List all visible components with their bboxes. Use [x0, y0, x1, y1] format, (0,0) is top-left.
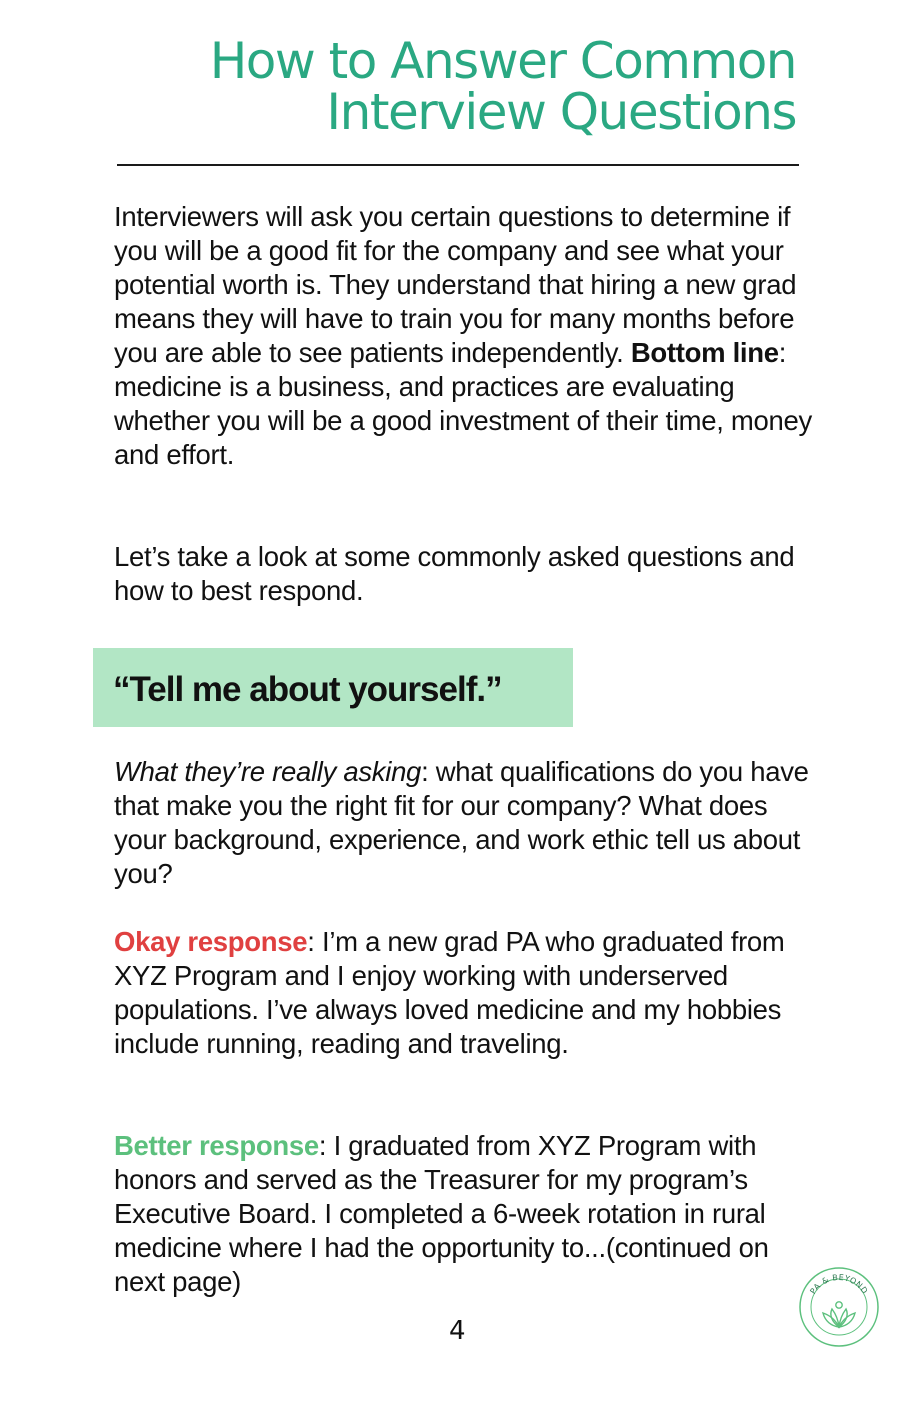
okay-response-label: Okay response — [114, 926, 308, 957]
really-asking-paragraph — [114, 755, 814, 891]
pa-and-beyond-logo-icon — [798, 1266, 880, 1348]
really-asking-label: What they’re really asking — [114, 756, 422, 787]
lead-in-paragraph: Let’s take a look at some commonly asked questions and how to best respond. — [114, 541, 795, 606]
okay-response-text: : I’m a new grad PA who graduated from XYZ Program and I enjoy working with underserved populations. I’ve always loved medicine and my hobbies include running, reading and traveling. — [114, 926, 785, 1059]
page-title — [209, 32, 796, 141]
question-banner — [93, 648, 573, 727]
intro-text-a: Interviewers will ask you certain questions to determine if you will be a good fit for the company and see what your potential worth is. They understand that hiring a new grad means they will have to train you for many months before you are able to see patients independently. — [114, 201, 797, 368]
page-number: 4 — [449, 1316, 466, 1346]
question-heading: “Tell me about yourself.” — [113, 670, 502, 709]
better-response-paragraph — [114, 1129, 814, 1299]
really-asking-text: : what qualifications do you have that make you the right fit for our company? What does your background, experience, and work ethic tell us about you? — [114, 756, 809, 889]
better-response-text: : I graduated from XYZ Program with honors and served as the Treasurer for my program’s Executive Board. I completed a 6-week rotation in rural medicine where I had the opportunity to...(continued on next page) — [114, 1130, 769, 1297]
intro-paragraph — [114, 200, 814, 472]
intro-text-b: : medicine is a business, and practices are evaluating whether you will be a good investment of their time, money and effort. — [114, 337, 812, 470]
title-line-1: How to Answer Common — [209, 32, 796, 90]
title-divider — [117, 164, 799, 166]
svg-text:PA & BEYOND: PA & BEYOND — [808, 1272, 870, 1296]
better-response-label: Better response — [114, 1130, 319, 1161]
okay-response-paragraph — [114, 925, 814, 1061]
title-line-2: Interview Questions — [326, 83, 796, 141]
bottom-line-label: Bottom line — [630, 337, 779, 368]
